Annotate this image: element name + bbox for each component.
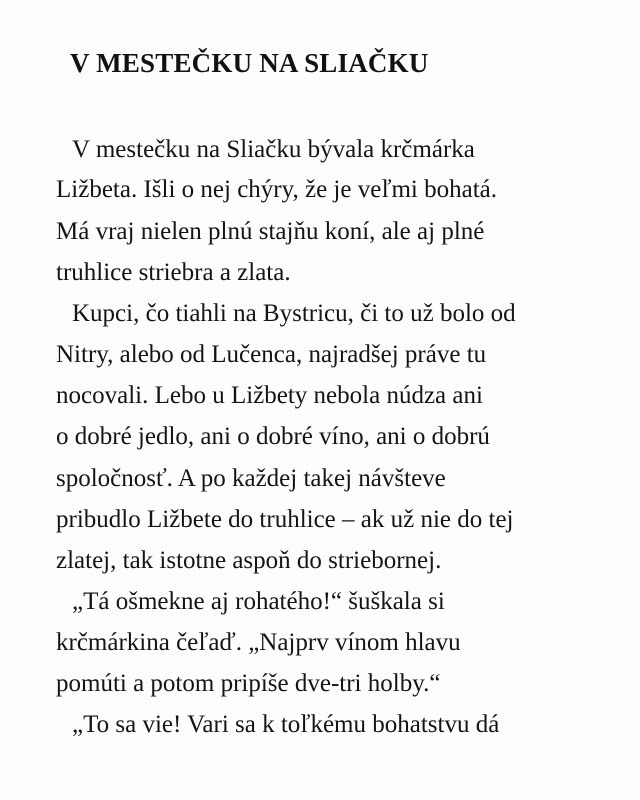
text-line: „Tá ošmekne aj rohatého!“ šuškala si <box>72 588 445 615</box>
text-line: V mestečku na Sliačku bývala krčmárka <box>72 136 475 163</box>
chapter-title: V MESTEČKU NA SLIAČKU <box>70 48 429 78</box>
text-line: Má vraj nielen plnú stajňu koní, ale aj plné <box>56 218 485 245</box>
text-line: pribudlo Ližbete do truhlice – ak už nie do tej <box>56 506 514 533</box>
text-line: nocovali. Lebo u Ližbety nebola núdza ani <box>56 382 483 409</box>
text-line: „To sa vie! Vari sa k toľkému bohatstvu dá <box>72 711 500 738</box>
text-line: Kupci, čo tiahli na Bystricu, či to už bolo od <box>72 300 516 327</box>
text-line: zlatej, tak istotne aspoň do striebornej. <box>56 547 442 574</box>
text-line: truhlice striebra a zlata. <box>56 259 291 286</box>
text-line: pomúti a potom pripíše dve-tri holby.“ <box>56 670 441 697</box>
text-line: o dobré jedlo, ani o dobré víno, ani o dobrú <box>56 423 490 450</box>
text-line: Ližbeta. Išli o nej chýry, že je veľmi bohatá. <box>56 176 498 203</box>
text-line: spoločnosť. A po každej takej návšteve <box>56 465 446 492</box>
text-line: Nitry, alebo od Lučenca, najradšej práve tu <box>56 341 487 368</box>
text-line: krčmárkina čeľaď. „Najprv vínom hlavu <box>56 629 461 656</box>
